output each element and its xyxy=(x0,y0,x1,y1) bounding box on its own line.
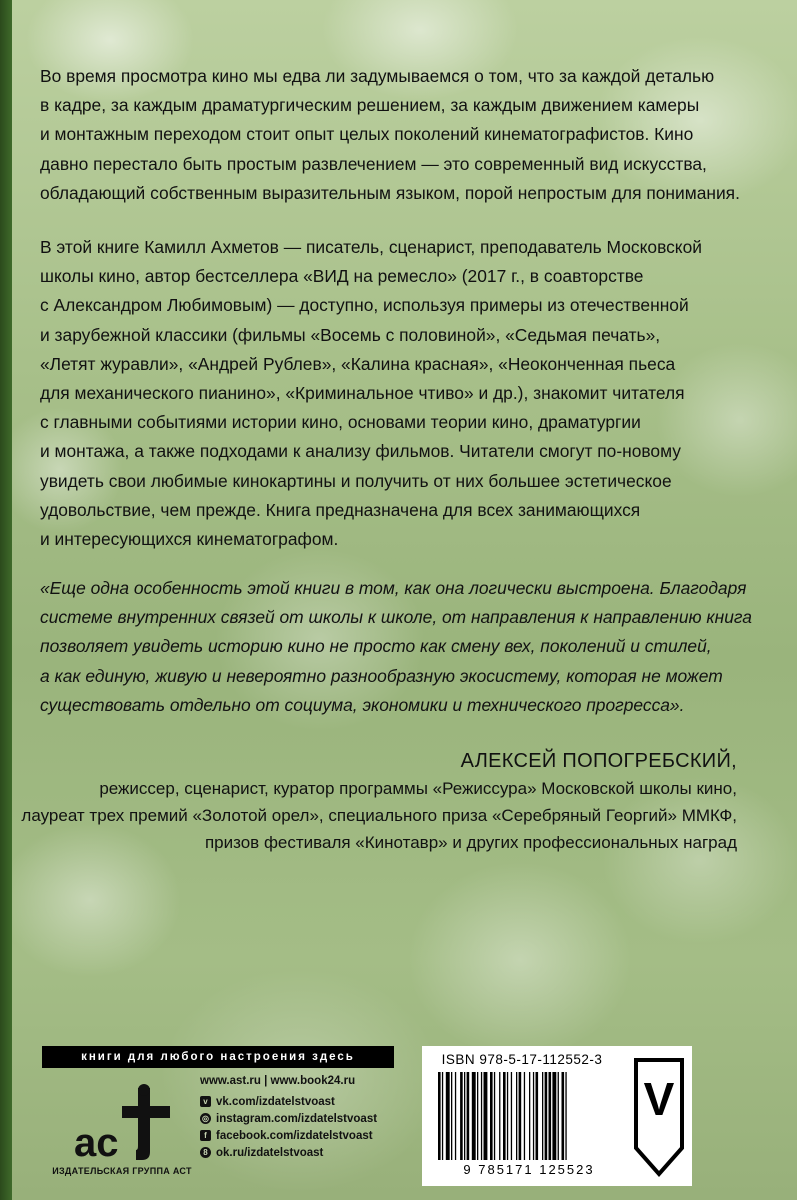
barcode-bar xyxy=(481,1072,482,1160)
text-line: и интересующихся кинематографом. xyxy=(40,529,339,550)
quote-author-credit: режиссер, сценарист, куратор программы «Режиссура» Московской школы кино, xyxy=(99,779,737,798)
text-line: и зарубежной классики (фильмы «Восемь с половиной», «Седьмая печать», xyxy=(40,324,661,345)
text-line: и монтажа, а также подходами к анализу фильмов. Читатели смогут по-новому xyxy=(40,441,681,462)
instagram-icon: ◎ xyxy=(200,1113,211,1124)
barcode-bar xyxy=(524,1072,525,1160)
odnoklassniki-icon: 8 xyxy=(200,1147,211,1158)
text-line: с Александром Любимовым) — доступно, используя примеры из отечественной xyxy=(40,295,689,316)
text-line: удовольствие, чем прежде. Книга предназначена для всех занимающихся xyxy=(40,499,641,520)
text-line: и монтажным переходом стоит опыт целых поколений кинематографистов. Кино xyxy=(40,124,694,145)
text-line: «Летят журавли», «Андрей Рублев», «Калина красная», «Неоконченная пьеса xyxy=(40,353,676,374)
social-link-facebook[interactable] xyxy=(200,1127,377,1144)
publisher-links xyxy=(200,1072,377,1161)
social-label: facebook.com/izdatelstvoast xyxy=(216,1129,373,1142)
quote-line: «Еще одна особенность этой книги в том, как она логически выстроена. Благодаря xyxy=(40,578,747,598)
quote-line: существовать отдельно от социума, экономики и технического прогресса». xyxy=(40,694,685,715)
social-label: ok.ru/izdatelstvoast xyxy=(216,1146,324,1159)
ean-digits: 9 785171 125523 xyxy=(463,1162,595,1177)
quote-attribution xyxy=(21,747,737,856)
barcode-bar xyxy=(533,1072,534,1160)
quote-author-name: АЛЕКСЕЙ ПОПОГРЕБСКИЙ, xyxy=(460,750,737,772)
barcode-bar xyxy=(565,1072,566,1160)
barcode-bar xyxy=(516,1072,517,1160)
barcode-bar xyxy=(558,1072,559,1160)
barcode-bar xyxy=(490,1072,493,1160)
barcode-bar xyxy=(442,1072,443,1160)
barcode-panel xyxy=(422,1046,692,1186)
barcode-bar xyxy=(460,1072,463,1160)
barcode-bar xyxy=(477,1072,478,1160)
publisher-logo xyxy=(52,1080,192,1180)
quote-author-credit: призов фестиваля «Кинотавр» и других профессиональных наград xyxy=(204,833,737,852)
barcode-bar xyxy=(467,1072,470,1160)
barcode-bar xyxy=(507,1072,508,1160)
barcode-bar xyxy=(511,1072,512,1160)
social-label: instagram.com/izdatelstvoast xyxy=(216,1112,378,1125)
barcode-bar xyxy=(455,1072,456,1160)
text-line: Во время просмотра кино мы едва ли задумываемся о том, что за каждой деталью xyxy=(40,66,715,86)
text-line: с главными событиями истории кино, основами теории кино, драматургии xyxy=(40,412,641,433)
badge-letter: V xyxy=(643,1073,675,1125)
text-line: обладающий собственным выразительным языком, порой непростым для понимания. xyxy=(40,182,740,203)
age-rating-badge xyxy=(632,1056,686,1178)
vk-icon: v xyxy=(200,1096,211,1107)
barcode-bar xyxy=(464,1072,465,1160)
barcode-bar xyxy=(519,1072,522,1160)
barcode-bar xyxy=(484,1072,488,1160)
text-line: школы кино, автор бестселлера «ВИД на ремесло» (2017 г., в соавторстве xyxy=(40,266,644,287)
social-label: vk.com/izdatelstvoast xyxy=(216,1095,335,1108)
social-link-ok[interactable] xyxy=(200,1144,377,1161)
isbn-number: ISBN 978-5-17-112552-3 xyxy=(441,1052,603,1067)
website-links[interactable]: www.ast.ru | www.book24.ru xyxy=(200,1075,356,1087)
barcode-bar xyxy=(503,1072,506,1160)
description-paragraph-1 xyxy=(40,62,752,208)
text-line: В этой книге Камилл Ахметов — писатель, сценарист, преподаватель Московской xyxy=(40,237,702,257)
text-line: для механического пианино», «Криминальное чтиво» и др.), знакомит читателя xyxy=(40,383,685,404)
barcode-bar xyxy=(545,1072,548,1160)
quote-line: системе внутренних связей от школы к школе, от направления к направлению книга xyxy=(40,607,752,628)
facebook-icon: f xyxy=(200,1130,211,1141)
ast-logo-icon xyxy=(52,1080,192,1166)
barcode-bar xyxy=(499,1072,500,1160)
logo-text: ac xyxy=(74,1121,119,1165)
quote-line: позволяет увидеть историю кино не просто как смену вех, поколений и стилей, xyxy=(40,636,712,657)
text-line: в кадре, за каждым драматургическим решением, за каждым движением камеры xyxy=(40,95,700,116)
barcode-bar xyxy=(472,1072,476,1160)
publisher-caption: ИЗДАТЕЛЬСКАЯ ГРУППА АСТ xyxy=(52,1166,192,1176)
text-line: увидеть свои любимые кинокартины и получить от них большее эстетическое xyxy=(40,470,672,491)
barcode-bar xyxy=(536,1072,539,1160)
barcode-bar xyxy=(542,1072,543,1160)
review-quote xyxy=(40,574,752,720)
barcode-bar xyxy=(446,1072,450,1160)
barcode-bar xyxy=(562,1072,565,1160)
social-link-instagram[interactable] xyxy=(200,1110,377,1127)
quote-line: а как единую, живую и невероятно разнообразную экосистему, которая не может xyxy=(40,665,723,686)
quote-author-credit: лауреат трех премий «Золотой орел», специального приза «Серебряный Георгий» ММКФ, xyxy=(21,806,737,825)
barcode-bar xyxy=(494,1072,495,1160)
barcode-bar xyxy=(552,1072,556,1160)
social-link-vk[interactable] xyxy=(200,1093,377,1110)
barcode-bar xyxy=(438,1072,441,1160)
ean-barcode xyxy=(434,1072,622,1160)
description-paragraph-2 xyxy=(40,233,752,554)
barcode-bar xyxy=(549,1072,552,1160)
barcode-bar xyxy=(451,1072,452,1160)
slogan-banner: книги для любого настроения здесь xyxy=(42,1046,394,1068)
barcode-bar xyxy=(529,1072,530,1160)
text-line: давно перестало быть простым развлечением — это современный вид искусства, xyxy=(40,153,707,174)
spine-edge xyxy=(0,0,12,1200)
